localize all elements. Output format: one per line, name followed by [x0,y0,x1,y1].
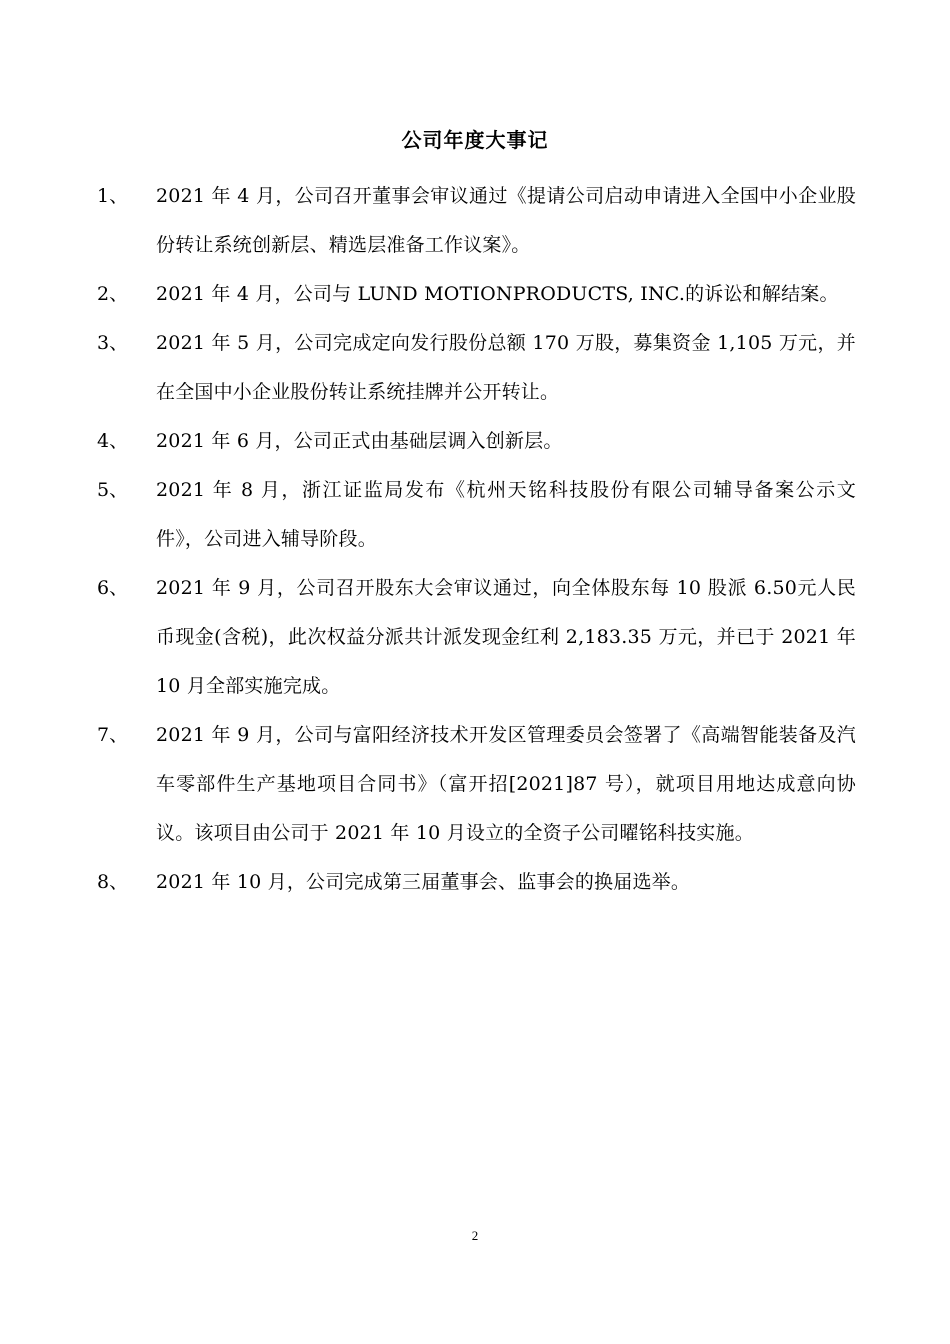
item-text: 2021 年 9 月，公司召开股东大会审议通过，向全体股东每 10 股派 6.50元人民币现金(含税)，此次权益分派共计派发现金红利 2,183.35 万元，并已于 2021 年 10 月全部实施完成。 [156,577,856,697]
item-number: 8、 [97,871,129,893]
item-number: 6、 [97,577,129,599]
list-item [0,564,950,711]
item-number: 7、 [97,724,129,746]
list-item [0,319,950,417]
list-item [0,270,950,319]
item-text: 2021 年 4 月，公司召开董事会审议通过《提请公司启动申请进入全国中小企业股份转让系统创新层、精选层准备工作议案》。 [156,185,856,256]
item-number: 4、 [97,430,129,452]
list-item [0,172,950,270]
item-number: 2、 [97,283,129,305]
item-text: 2021 年 6 月，公司正式由基础层调入创新层。 [156,430,563,452]
page-title: 公司年度大事记 [401,128,549,152]
item-text: 2021 年 8 月，浙江证监局发布《杭州天铭科技股份有限公司辅导备案公示文件》，公司进入辅导阶段。 [156,479,856,550]
list-item [0,858,950,907]
list-item [0,417,950,466]
item-number: 5、 [97,479,129,501]
item-text: 2021 年 4 月，公司与 LUND MOTIONPRODUCTS, INC.的诉讼和解结案。 [156,283,839,305]
list-item [0,466,950,564]
item-text: 2021 年 10 月，公司完成第三届董事会、监事会的换届选举。 [156,871,691,893]
item-text: 2021 年 5 月，公司完成定向发行股份总额 170 万股，募集资金 1,105 万元，并在全国中小企业股份转让系统挂牌并公开转让。 [156,332,856,403]
list-item [0,711,950,858]
item-number: 1、 [97,185,129,207]
item-number: 3、 [97,332,129,354]
item-text: 2021 年 9 月，公司与富阳经济技术开发区管理委员会签署了《高端智能装备及汽车零部件生产基地项目合同书》（富开招[2021]87 号），就项目用地达成意向协议。该项目由公司于 2021 年 10 月设立的全资子公司曜铭科技实施。 [156,724,856,844]
page-number: 2 [471,1228,479,1243]
event-list [0,172,950,907]
